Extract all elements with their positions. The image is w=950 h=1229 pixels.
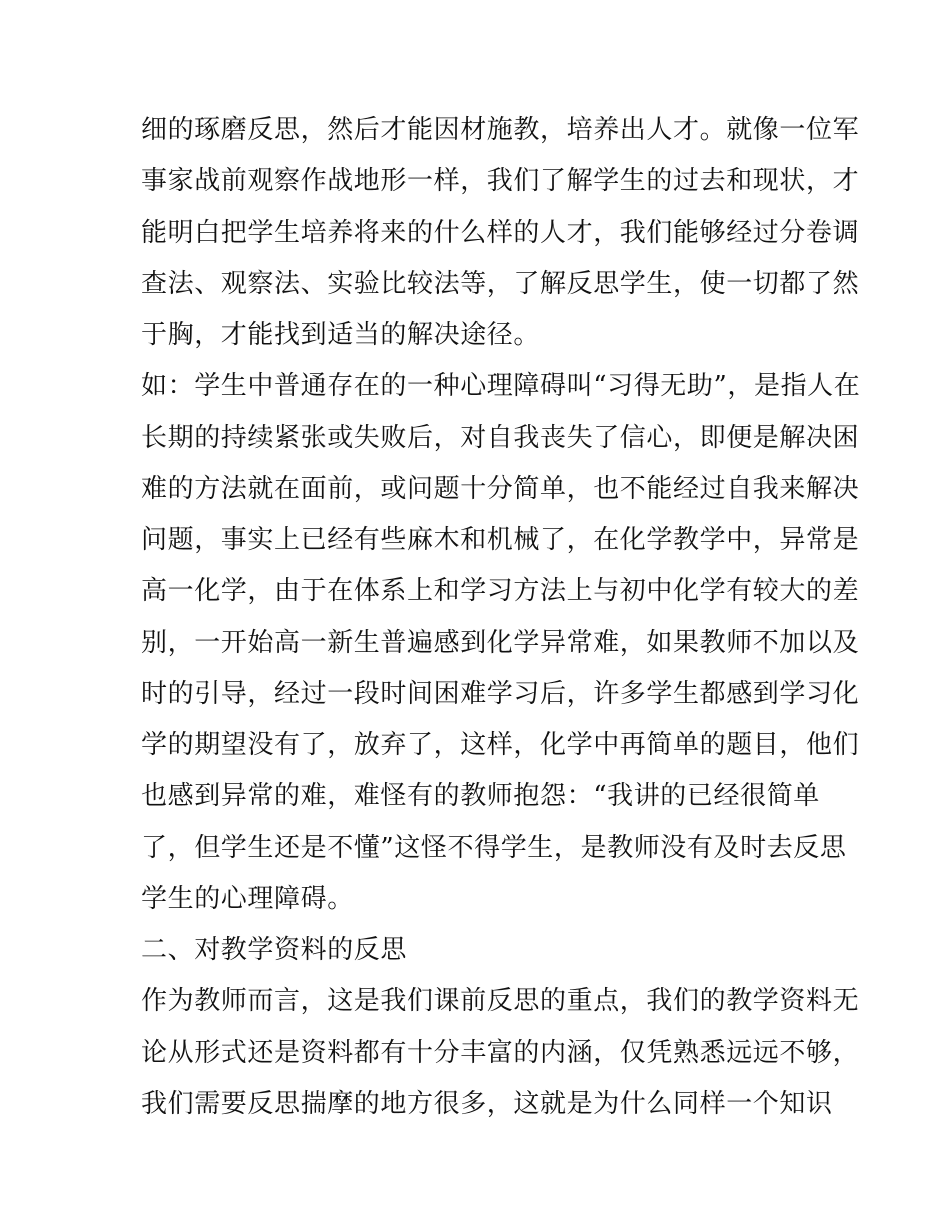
text-line: 如：学生中普通存在的一种心理障碍叫“习得无助”，是指人在 (141, 371, 861, 401)
text-line: 事家战前观察作战地形一样，我们了解学生的过去和现状，才 (141, 166, 860, 196)
text-line: 别，一开始高一新生普遍感到化学异常难，如果教师不加以及 (141, 628, 860, 658)
text-line: 能明白把学生培养将来的什么样的人才，我们能够经过分卷调 (141, 218, 860, 248)
text-line: 查法、观察法、实验比较法等，了解反思学生，使一切都了然 (141, 269, 860, 299)
text-line: 学生的心理障碍。 (141, 884, 354, 914)
text-line: 长期的持续紧张或失败后，对自我丧失了信心，即便是解决困 (141, 423, 860, 453)
text-line: 作为教师而言，这是我们课前反思的重点，我们的教学资料无 (141, 986, 860, 1016)
text-line: 高一化学，由于在体系上和学习方法上与初中化学有较大的差 (141, 576, 860, 606)
text-line: 论从形式还是资料都有十分丰富的内涵，仅凭熟悉远远不够， (141, 1038, 860, 1068)
text-line: 于胸，才能找到适当的解决途径。 (141, 320, 541, 350)
text-line: 难的方法就在面前，或问题十分简单，也不能经过自我来解决 (141, 474, 860, 504)
text-line: 我们需要反思揣摩的地方很多，这就是为什么同样一个知识 (141, 1089, 833, 1119)
text-line: 时的引导，经过一段时间困难学习后，许多学生都感到学习化 (141, 679, 860, 709)
section-heading: 二、对教学资料的反思 (141, 935, 408, 965)
text-line: 细的琢磨反思，然后才能因材施教，培养出人才。就像一位军 (141, 115, 860, 145)
text-line: 也感到异常的难，难怪有的教师抱怨：“我讲的已经很简单 (141, 781, 820, 811)
text-line: 了，但学生还是不懂”这怪不得学生，是教师没有及时去反思 (141, 833, 847, 863)
text-line: 学的期望没有了，放弃了，这样，化学中再简单的题目，他们 (141, 730, 860, 760)
text-line: 问题，事实上已经有些麻木和机械了，在化学教学中，异常是 (141, 525, 860, 555)
